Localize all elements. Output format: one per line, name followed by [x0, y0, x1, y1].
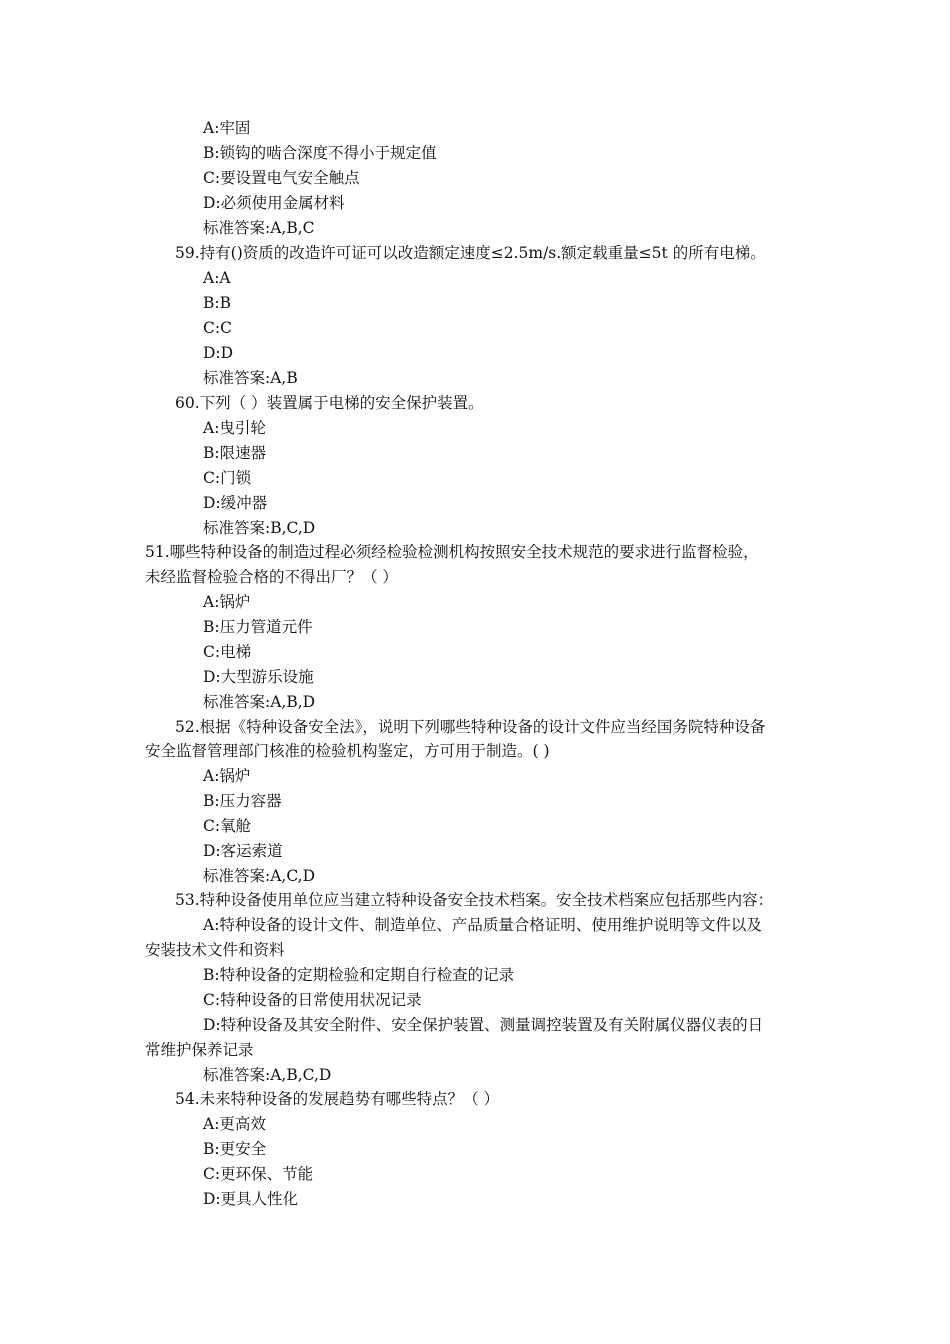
option-b: B:压力管道元件 — [203, 618, 313, 636]
option-c: C:电梯 — [203, 643, 252, 661]
option-c: C:要设置电气安全触点 — [203, 169, 360, 187]
option-a: A:牢固 — [203, 119, 251, 137]
answer: 标准答案:B,C,D — [203, 519, 316, 537]
option-d: D:必须使用金属材料 — [203, 194, 345, 212]
option-c: C:特种设备的日常使用状况记录 — [203, 991, 422, 1009]
option-b: B:压力容器 — [203, 792, 282, 810]
option-b: B:锁钩的啮合深度不得小于规定值 — [203, 144, 437, 162]
option-c: C:门锁 — [203, 469, 252, 487]
question-52-cont: 安全监督管理部门核准的检验机构鉴定，方可用于制造。( ) — [145, 742, 550, 760]
answer: 标准答案:A,B — [203, 369, 298, 387]
question-60: 60.下列（ ）装置属于电梯的安全保护装置。 — [175, 394, 484, 412]
option-c: C:更环保、节能 — [203, 1165, 314, 1183]
option-b: B:B — [203, 294, 232, 312]
option-a: A:锅炉 — [203, 767, 251, 785]
answer: 标准答案:A,B,C — [203, 219, 315, 237]
option-c: C:氧舱 — [203, 817, 252, 835]
question-51-cont: 未经监督检验合格的不得出厂？（ ） — [145, 568, 398, 586]
option-d: D:更具人性化 — [203, 1190, 299, 1208]
option-b: B:特种设备的定期检验和定期自行检查的记录 — [203, 966, 515, 984]
answer: 标准答案:A,B,D — [203, 693, 316, 711]
option-d-cont: 常维护保养记录 — [145, 1041, 254, 1059]
option-a-cont: 安装技术文件和资料 — [145, 941, 285, 959]
option-d: D:缓冲器 — [203, 494, 268, 512]
question-52: 52.根据《特种设备安全法》，说明下列哪些特种设备的设计文件应当经国务院特种设备 — [175, 718, 766, 736]
option-a: A:曳引轮 — [203, 419, 266, 437]
option-d: D:D — [203, 344, 234, 362]
answer: 标准答案:A,C,D — [203, 867, 316, 885]
question-59: 59.持有()资质的改造许可证可以改造额定速度≤2.5m/s.额定载重量≤5t 的所有电梯。 — [175, 244, 766, 262]
option-a: A:锅炉 — [203, 593, 251, 611]
option-c: C:C — [203, 319, 232, 337]
option-a: A:A — [203, 269, 231, 287]
answer: 标准答案:A,B,C,D — [203, 1066, 332, 1084]
question-51: 51.哪些特种设备的制造过程必须经检验检测机构按照安全技术规范的要求进行监督检验， — [145, 543, 759, 561]
question-53: 53.特种设备使用单位应当建立特种设备安全技术档案。安全技术档案应包括那些内容： — [175, 891, 774, 909]
option-b: B:更安全 — [203, 1140, 267, 1158]
option-a: A:特种设备的设计文件、制造单位、产品质量合格证明、使用维护说明等文件以及 — [203, 916, 762, 934]
question-54: 54.未来特种设备的发展趋势有哪些特点？（ ） — [175, 1090, 500, 1108]
option-d: D:客运索道 — [203, 842, 283, 860]
option-d: D:特种设备及其安全附件、安全保护装置、测量调控装置及有关附属仪器仪表的日 — [203, 1016, 764, 1034]
option-a: A:更高效 — [203, 1115, 266, 1133]
option-d: D:大型游乐设施 — [203, 668, 314, 686]
option-b: B:限速器 — [203, 444, 267, 462]
